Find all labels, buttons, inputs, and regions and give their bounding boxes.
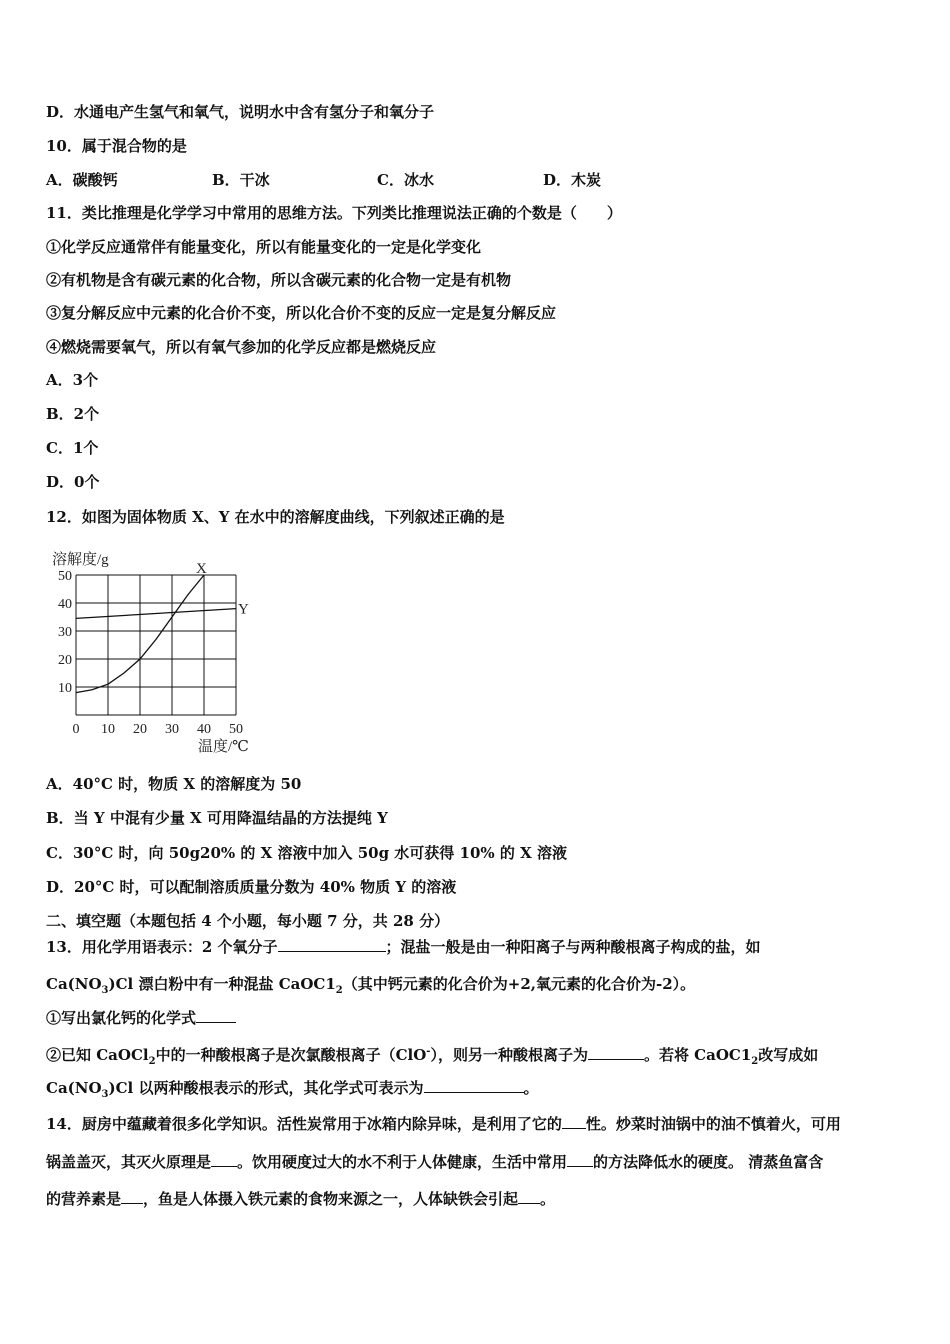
q14-text: 的营养素是 (46, 1190, 122, 1208)
chart-x-axis-label: 温度/℃ (198, 739, 249, 755)
y-tick-label: 10 (58, 681, 72, 696)
q14-text: 14．厨房中蕴藏着很多化学知识。活性炭常用于冰箱内除异味，是利用了它的 (46, 1115, 562, 1133)
q13-blank-4[interactable] (424, 1078, 524, 1093)
q10-option-b: B．干冰 (212, 171, 270, 189)
q13-text: (NO (67, 1079, 102, 1097)
q14-blank-2[interactable] (211, 1152, 237, 1167)
superscript: - (426, 1046, 431, 1057)
q14-blank-4[interactable] (121, 1189, 143, 1204)
solubility-chart (46, 545, 266, 755)
q9-option-d: D．水通电产生氢气和氧气，说明水中含有氢分子和氧分子 (46, 103, 435, 121)
y-tick-label: 40 (58, 597, 72, 612)
q14-blank-1[interactable] (562, 1114, 586, 1129)
q10-option-a: A．碳酸钙 (46, 171, 118, 189)
x-tick-label: 20 (133, 722, 147, 737)
q13-blank-1[interactable] (278, 937, 386, 952)
q12-option-a: A．40°C 时，物质 X 的溶解度为 50 (46, 775, 302, 793)
q10-option-c: C．冰水 (377, 171, 434, 189)
y-tick-label: 50 (58, 569, 72, 584)
y-tick-label: 30 (58, 625, 72, 640)
q13-item-2 (46, 1042, 818, 1072)
q12-option-d: D．20°C 时，可以配制溶质质量分数为 40% 物质 Y 的溶液 (46, 878, 457, 896)
q13-text: 改写成如 (758, 1046, 819, 1064)
x-tick-label: 30 (165, 722, 179, 737)
q13-text: 13．用化学用语表示：2 个氧分子 (46, 938, 278, 956)
x-tick-label: 50 (229, 722, 243, 737)
q11-option-b: B．2个 (46, 405, 100, 423)
chart-x-ticks (73, 722, 244, 737)
section2-heading: 二、填空题（本题包括 4 个小题，每小题 7 分，共 28 分） (46, 912, 450, 930)
chart-series (76, 561, 249, 693)
q13-line-2 (46, 974, 695, 1001)
subscript: 2 (335, 985, 343, 996)
q13-text: Ca (46, 1079, 68, 1097)
x-tick-label: 10 (101, 722, 115, 737)
q13-text: 以两种酸根表示的形式，其化学式可表示为 (138, 1079, 424, 1097)
q13-text: （其中钙元素的化合价为+2,氧元素的化合价为-2）。 (342, 975, 696, 993)
q11-option-d: D．0个 (46, 473, 100, 491)
q10-option-d: D．木炭 (543, 171, 602, 189)
subscript: 3 (101, 985, 109, 996)
q12-option-b: B．当 Y 中混有少量 X 可用降温结晶的方法提纯 Y (46, 809, 388, 827)
q13-text: ；混盐一般是由一种阳离子与两种酸根离子构成的盐，如 (385, 938, 761, 956)
q12-stem: 12．如图为固体物质 X、Y 在水中的溶解度曲线，下列叙述正确的是 (46, 508, 505, 526)
q13-blank-3[interactable] (588, 1045, 644, 1060)
q14-line-2 (46, 1152, 823, 1172)
q13-line-1 (46, 937, 761, 957)
x-tick-label: 40 (197, 722, 211, 737)
q11-item-2: ②有机物是含有碳元素的化合物，所以含碳元素的化合物一定是有机物 (46, 271, 512, 289)
q13-line-5: $Ca(NO_3)Cl$ 以两种酸根表示的形式，其化学式可表示为 。 (46, 1079, 539, 1100)
q13-text: 中的一种酸根离子是次氯酸根离子（ClO (155, 1046, 427, 1064)
subscript: 2 (148, 1056, 156, 1067)
chart-grid (76, 575, 236, 715)
q14-text: 的方法降低水的硬度。 清蒸鱼富含 (593, 1153, 824, 1171)
q11-item-1: ①化学反应通常伴有能量变化，所以有能量变化的一定是化学变化 (46, 238, 482, 256)
chart-y-ticks (58, 569, 72, 696)
q13-text: ），则另一种酸根离子为 (430, 1046, 588, 1064)
q13-text: 。若将 CaOC1 (643, 1046, 752, 1064)
subscript: 2 (751, 1056, 759, 1067)
q11-item-3: ③复分解反应中元素的化合价不变，所以化合价不变的反应一定是复分解反应 (46, 304, 557, 322)
series-label-x: X (196, 561, 207, 577)
q13-text: (NO (67, 975, 102, 993)
q11-option-a: A．3个 (46, 371, 99, 389)
q11-item-4: ④燃烧需要氧气，所以有氧气参加的化学反应都是燃烧反应 (46, 338, 437, 356)
q11-option-c: C．1个 (46, 439, 99, 457)
series-line-y (76, 609, 236, 619)
q11-stem: 11．类比推理是化学学习中常用的思维方法。下列类比推理说法正确的个数是（ ） (46, 204, 622, 222)
q13-item-1 (46, 1008, 236, 1028)
q14-blank-3[interactable] (567, 1152, 593, 1167)
series-label-y: Y (238, 601, 249, 618)
subscript: 3 (101, 1089, 109, 1100)
q13-text: 。 (523, 1079, 539, 1097)
q14-blank-5[interactable] (518, 1189, 540, 1204)
q13-blank-2[interactable] (196, 1008, 236, 1023)
q14-text: 。 (540, 1190, 556, 1208)
q12-option-c: C．30°C 时，向 50g20% 的 X 溶液中加入 50g 水可获得 10% 的 X 溶液 (46, 844, 567, 862)
q13-text: ②已知 CaOCl (46, 1046, 149, 1064)
q13-text: ①写出氯化钙的化学式 (46, 1009, 197, 1027)
x-tick-label: 0 (72, 722, 80, 737)
q14-line-3 (46, 1189, 555, 1209)
chart-y-axis-label: 溶解度/g (52, 552, 109, 568)
q14-text: ，鱼是人体摄入铁元素的食物来源之一，人体缺铁会引起 (143, 1190, 519, 1208)
y-tick-label: 20 (58, 653, 72, 668)
q13-text: )Cl 漂白粉中有一种混盐 CaOC1 (108, 975, 336, 993)
q14-text: 性。炒菜时油锅中的油不慎着火，可用 (585, 1115, 841, 1133)
q13-text: Ca (46, 975, 68, 993)
q14-line-1 (46, 1114, 841, 1134)
q14-text: 锅盖盖灭，其灭火原理是 (46, 1153, 212, 1171)
q10-stem: 10．属于混合物的是 (46, 137, 187, 155)
q14-text: 。饮用硬度过大的水不利于人体健康，生活中常用 (237, 1153, 568, 1171)
